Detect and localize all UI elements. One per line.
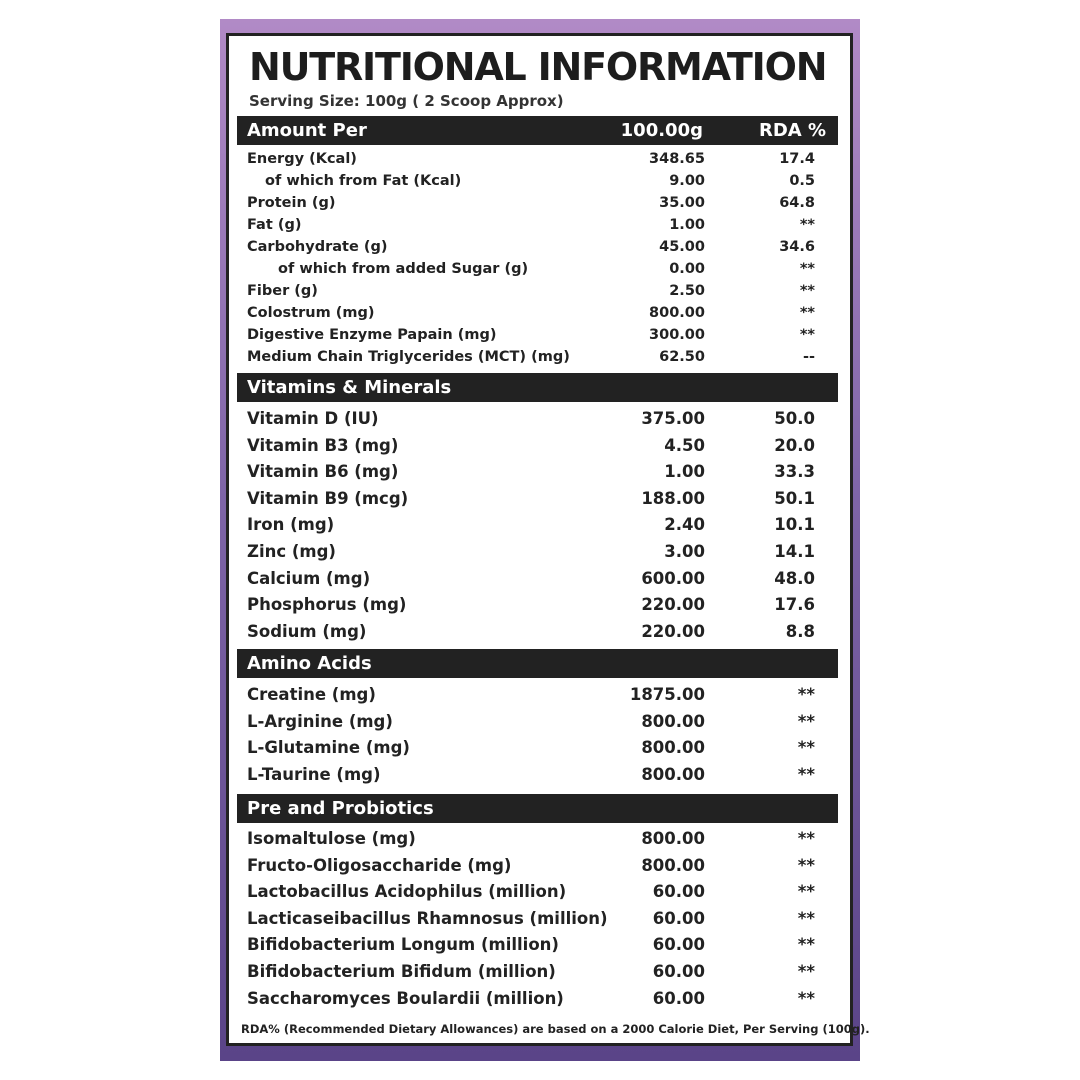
nutrient-row — [0, 217, 1080, 237]
nutrient-rda: ** — [797, 738, 815, 758]
nutrient-row — [0, 151, 1080, 171]
nutrient-row — [0, 569, 1080, 589]
nutrient-row — [0, 327, 1080, 347]
nutrient-row — [0, 283, 1080, 303]
nutrient-amount: 600.00 — [641, 568, 705, 588]
nutrient-amount: 800.00 — [641, 764, 705, 784]
nutrient-rda: ** — [799, 305, 815, 321]
nutrient-row — [0, 685, 1080, 705]
section-heading-amino-acids — [237, 649, 838, 678]
nutrient-rda: 33.3 — [774, 462, 815, 482]
nutrient-amount: 2.50 — [669, 283, 705, 299]
nutrient-amount: 60.00 — [652, 935, 705, 955]
nutrient-rda: 17.6 — [774, 595, 815, 615]
nutrient-row — [0, 909, 1080, 929]
nutrient-amount: 800.00 — [641, 829, 705, 848]
nutrient-amount: 60.00 — [652, 882, 705, 902]
nutrient-amount: 800.00 — [641, 855, 705, 875]
nutrient-name: Bifidobacterium Bifidum (million) — [247, 962, 556, 981]
nutrient-name: Vitamin B9 (mcg) — [247, 488, 409, 508]
nutrient-rda: ** — [797, 829, 815, 848]
header-rda: RDA % — [758, 120, 826, 141]
nutrient-row — [0, 261, 1080, 281]
nutrient-name: Carbohydrate (g) — [247, 239, 388, 255]
nutrient-amount: 60.00 — [652, 962, 705, 981]
nutrient-amount: 220.00 — [641, 621, 705, 641]
nutrient-rda: ** — [797, 962, 815, 981]
nutrient-row — [0, 489, 1080, 509]
nutrient-amount: 188.00 — [641, 488, 705, 508]
nutrient-name: Lactobacillus Acidophilus (million) — [247, 882, 567, 902]
nutrient-row — [0, 173, 1080, 193]
nutrient-rda: 48.0 — [774, 568, 815, 588]
nutrient-name: of which from Fat (Kcal) — [265, 173, 462, 189]
nutrient-name: Digestive Enzyme Papain (mg) — [247, 327, 497, 343]
nutrient-rda: ** — [797, 711, 815, 731]
nutrient-row — [0, 738, 1080, 758]
nutrient-amount: 60.00 — [652, 908, 705, 928]
section-heading-label: Vitamins & Minerals — [247, 377, 452, 398]
nutrient-rda: ** — [797, 908, 815, 928]
nutrient-name: Fat (g) — [247, 217, 302, 233]
page-title: NUTRITIONAL INFORMATION — [249, 45, 827, 89]
nutrient-rda: ** — [799, 283, 815, 299]
nutrient-name: Energy (Kcal) — [247, 151, 357, 167]
nutrient-amount: 800.00 — [649, 305, 705, 321]
nutrient-row — [0, 595, 1080, 615]
nutrient-name: Colostrum (mg) — [247, 305, 375, 321]
section-heading-vitamins-minerals — [237, 373, 838, 402]
header-amount: 100.00g — [620, 120, 703, 141]
nutrient-name: Saccharomyces Boulardii (million) — [247, 988, 564, 1008]
nutrient-row — [0, 409, 1080, 429]
nutrient-row — [0, 305, 1080, 325]
nutrient-amount: 800.00 — [641, 711, 705, 731]
nutrient-row — [0, 856, 1080, 876]
nutrient-name: Vitamin B6 (mg) — [247, 462, 399, 482]
nutrient-rda: ** — [797, 882, 815, 902]
nutrient-name: L-Taurine (mg) — [247, 764, 381, 784]
nutrient-amount: 4.50 — [664, 435, 705, 455]
header-bar — [237, 116, 838, 145]
nutrient-name: Calcium (mg) — [247, 568, 371, 588]
nutrient-rda: 64.8 — [779, 195, 815, 211]
nutrient-rda: ** — [799, 261, 815, 277]
nutrient-amount: 1.00 — [669, 217, 705, 233]
nutrient-amount: 9.00 — [669, 173, 705, 189]
nutrient-row — [0, 436, 1080, 456]
nutrient-rda: ** — [797, 685, 815, 704]
nutrient-row — [0, 542, 1080, 562]
nutrient-row — [0, 829, 1080, 849]
nutrient-name: Iron (mg) — [247, 515, 335, 535]
nutrient-amount: 3.00 — [664, 542, 705, 561]
nutrient-name: Sodium (mg) — [247, 621, 367, 641]
section-heading-pre-probiotics — [237, 794, 838, 823]
nutrient-name: Vitamin D (IU) — [247, 409, 379, 428]
nutrient-name: Medium Chain Triglycerides (MCT) (mg) — [247, 349, 570, 365]
nutrient-rda: 20.0 — [774, 435, 815, 455]
section-heading-label: Amino Acids — [247, 653, 372, 674]
nutrient-amount: 800.00 — [641, 738, 705, 758]
nutrient-row — [0, 515, 1080, 535]
nutrient-amount: 348.65 — [649, 151, 705, 167]
nutrient-rda: 50.1 — [774, 488, 815, 508]
nutrient-name: Isomaltulose (mg) — [247, 829, 416, 848]
nutrient-amount: 300.00 — [649, 327, 705, 343]
nutrient-amount: 220.00 — [641, 595, 705, 615]
nutrient-row — [0, 962, 1080, 982]
nutrient-rda: 8.8 — [785, 621, 815, 641]
nutrient-name: Protein (g) — [247, 195, 336, 211]
nutrient-amount: 375.00 — [641, 409, 705, 428]
section-heading-label: Pre and Probiotics — [247, 798, 434, 819]
nutrient-row — [0, 622, 1080, 642]
nutrient-name: Zinc (mg) — [247, 542, 336, 561]
nutrient-row — [0, 239, 1080, 259]
nutrient-amount: 2.40 — [664, 515, 705, 535]
nutrient-rda: 17.4 — [779, 151, 815, 167]
nutrient-name: L-Glutamine (mg) — [247, 738, 410, 758]
nutrient-name: of which from added Sugar (g) — [278, 261, 529, 277]
nutrient-row — [0, 935, 1080, 955]
serving-size: Serving Size: 100g ( 2 Scoop Approx) — [249, 92, 564, 110]
nutrient-row — [0, 349, 1080, 369]
nutrient-rda: ** — [799, 217, 815, 233]
nutrient-amount: 1.00 — [664, 462, 705, 482]
nutrient-name: Creatine (mg) — [247, 685, 376, 704]
nutrient-row — [0, 989, 1080, 1009]
nutrient-name: Phosphorus (mg) — [247, 595, 407, 615]
nutrient-name: L-Arginine (mg) — [247, 711, 393, 731]
nutrient-name: Lacticaseibacillus Rhamnosus (million) — [247, 908, 608, 928]
nutrient-name: Bifidobacterium Longum (million) — [247, 935, 559, 955]
nutrient-row — [0, 882, 1080, 902]
nutrient-amount: 60.00 — [652, 988, 705, 1008]
nutrient-row — [0, 195, 1080, 215]
nutrient-amount: 0.00 — [669, 261, 705, 277]
nutrient-amount: 1875.00 — [629, 685, 705, 704]
nutrient-row — [0, 765, 1080, 785]
nutrient-rda: ** — [797, 764, 815, 784]
nutrient-amount: 35.00 — [659, 195, 705, 211]
rda-footnote: RDA% (Recommended Dietary Allowances) are based on a 2000 Calorie Diet, Per Serving (100g). — [241, 1022, 870, 1036]
nutrient-rda: 0.5 — [789, 173, 815, 189]
nutrient-rda: 34.6 — [779, 239, 815, 255]
nutrient-name: Vitamin B3 (mg) — [247, 435, 399, 455]
nutrient-rda: ** — [797, 935, 815, 955]
nutrient-row — [0, 462, 1080, 482]
nutrient-rda: -- — [802, 349, 815, 365]
nutrient-rda: 10.1 — [774, 515, 815, 535]
nutrient-name: Fiber (g) — [247, 283, 318, 299]
nutrient-rda: ** — [799, 327, 815, 343]
nutrient-rda: ** — [797, 988, 815, 1008]
nutrient-name: Fructo-Oligosaccharide (mg) — [247, 855, 512, 875]
nutrient-rda: 14.1 — [774, 542, 815, 561]
nutrient-rda: 50.0 — [774, 409, 815, 428]
nutrient-amount: 62.50 — [659, 349, 705, 365]
nutrient-amount: 45.00 — [659, 239, 705, 255]
header-label: Amount Per — [247, 120, 367, 141]
nutrient-row — [0, 712, 1080, 732]
nutrient-rda: ** — [797, 855, 815, 875]
